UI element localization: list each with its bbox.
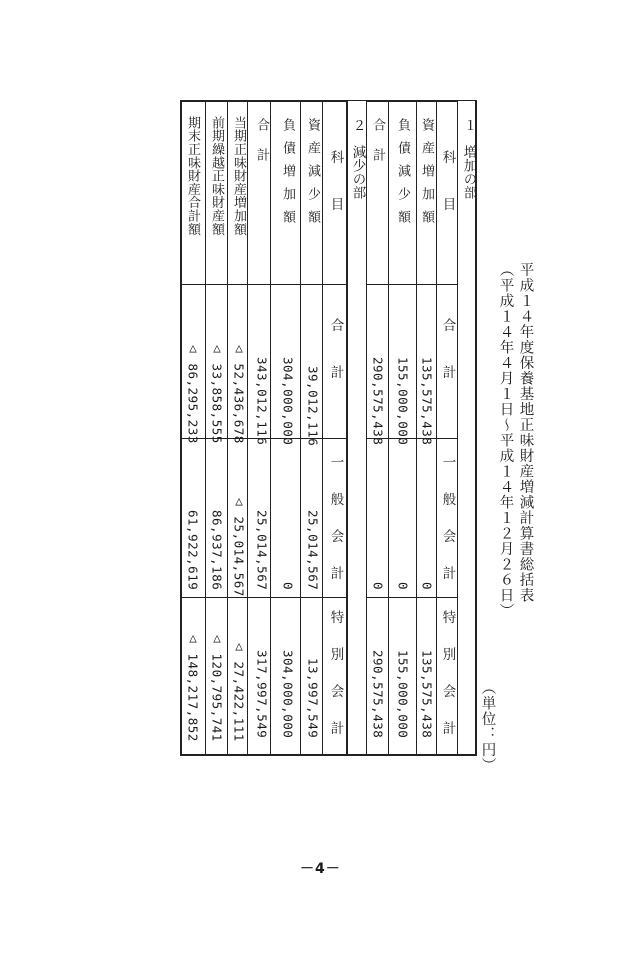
summary-row2-total: △ 33,858,555 [209, 340, 225, 444]
s1-row1-total: 135,575,438 [419, 357, 435, 446]
section1-header-total: 合 計 [439, 318, 456, 389]
summary-row1-general: △ 25,014,567 [231, 493, 247, 597]
summary-row3-special: △ 148,217,852 [185, 630, 201, 742]
s2-row2-special: 304,000,000 [280, 650, 296, 739]
summary-row3-total: △ 86,295,233 [185, 340, 201, 444]
section1-header-special: 特 別 会 計 [439, 610, 456, 740]
s1-row1-general: 0 [419, 582, 435, 591]
section2-header-general: 一 般 会 計 [327, 455, 344, 585]
s2-row2-label: 負債増加額 [280, 118, 295, 233]
unit-label: （単位：円） [479, 680, 496, 773]
s1-row2-total: 155,000,000 [395, 357, 411, 446]
section1-header-item: 科 目 [439, 150, 456, 221]
section2-label: ２ 減少の部 [349, 118, 366, 199]
page-number: －4－ [300, 861, 341, 877]
s2-row2-general: 0 [280, 582, 296, 591]
s2-total-label: 合 計 [254, 118, 269, 163]
document-title: 平成１４年度保養基地正味財産増減計算書総括表 [517, 262, 534, 603]
summary-row2-label: 前期繰越正味財産額 [209, 116, 224, 236]
s1-total-general: 0 [370, 582, 386, 591]
section2-header-total: 合 計 [327, 318, 344, 389]
s1-row2-special: 155,000,000 [395, 650, 411, 739]
summary-row1-total: △ 52,436,678 [231, 340, 247, 444]
s2-total-total: 343,012,116 [254, 357, 270, 446]
s2-row1-label: 資産減少額 [305, 118, 320, 233]
section1-label: １ 増加の部 [460, 118, 477, 199]
summary-row2-special: △ 120,795,741 [209, 630, 225, 742]
section2-header-item: 科 目 [327, 150, 344, 221]
section2-header-special: 特 別 会 計 [327, 610, 344, 740]
s1-row2-label: 負債減少額 [395, 118, 410, 233]
summary-row1-special: △ 27,422,111 [231, 638, 247, 742]
section1-header-general: 一 般 会 計 [439, 455, 456, 585]
summary-row3-general: 61,922,619 [185, 510, 201, 591]
s2-row2-total: 304,000,000 [280, 357, 296, 446]
summary-row2-general: 86,937,186 [209, 510, 225, 591]
s1-row2-general: 0 [395, 582, 411, 591]
summary-row3-label: 期末正味財産合計額 [185, 116, 200, 236]
s1-row1-special: 135,575,438 [419, 650, 435, 739]
s1-total-total: 290,575,438 [370, 357, 386, 446]
s2-row1-total: 39,012,116 [305, 366, 321, 447]
summary-row1-label: 当期正味財産増加額 [231, 116, 246, 236]
s2-total-general: 25,014,567 [254, 510, 270, 591]
s2-row1-general: 25,014,567 [305, 510, 321, 591]
s1-total-label: 合 計 [370, 118, 385, 163]
s1-total-special: 290,575,438 [370, 650, 386, 739]
s2-total-special: 317,997,549 [254, 650, 270, 739]
s2-row1-special: 13,997,549 [305, 658, 321, 739]
s1-row1-label: 資産増加額 [419, 118, 434, 233]
document-period: （平成１４年４月１日～平成１４年１２月２６日） [497, 262, 514, 619]
